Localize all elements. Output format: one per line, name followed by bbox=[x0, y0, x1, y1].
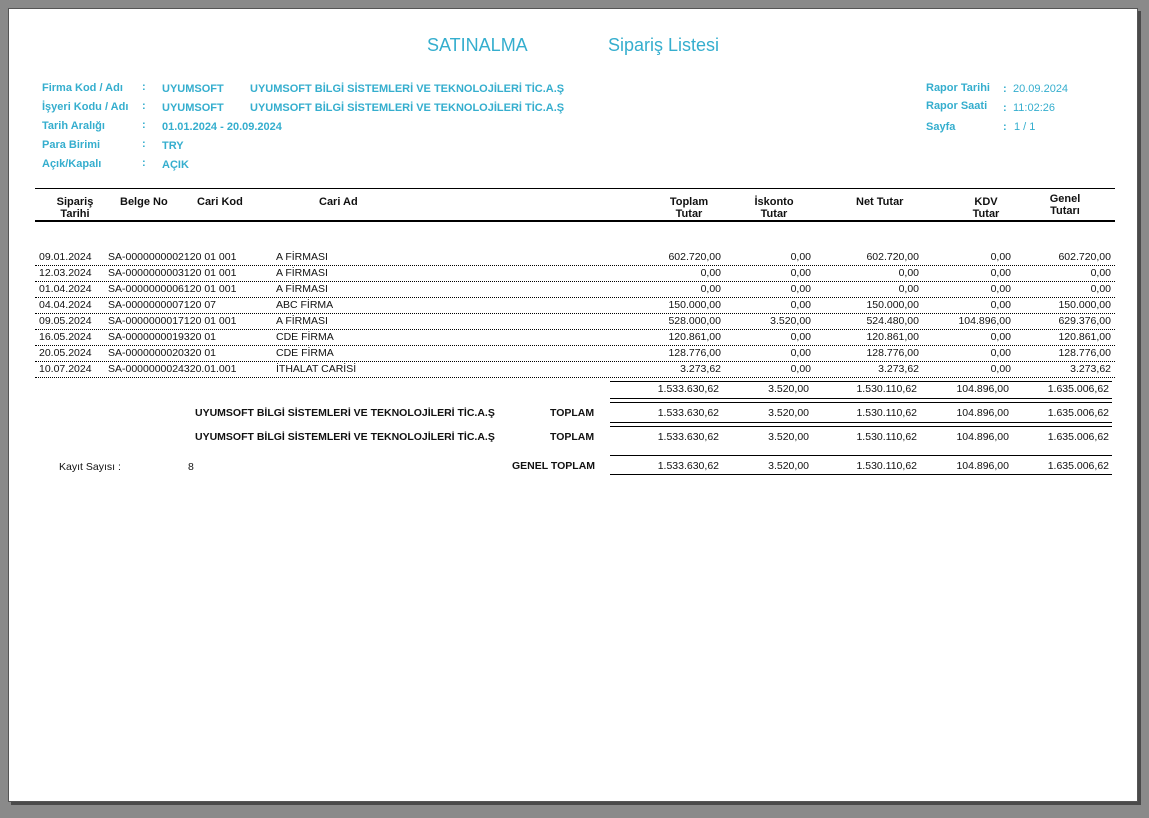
col-toplam-line2: Tutar bbox=[675, 208, 703, 220]
row-toplam: 528.000,00 bbox=[668, 315, 721, 327]
isyeri-code: UYUMSOFT bbox=[162, 102, 224, 114]
row-ad: A FİRMASI bbox=[276, 267, 328, 279]
subtotal-toplam: 1.533.630,62 bbox=[657, 383, 719, 395]
row-genel: 3.273,62 bbox=[1070, 363, 1111, 375]
row-toplam: 128.776,00 bbox=[668, 347, 721, 359]
table-row[interactable] bbox=[35, 281, 1115, 298]
col-genel-line1: Genel bbox=[1049, 193, 1081, 205]
row-belge: SA-0000000017120 01 001 bbox=[108, 315, 237, 327]
row-ad: A FİRMASI bbox=[276, 315, 328, 327]
row-net: 524.480,00 bbox=[866, 315, 919, 327]
row-ad: ABC FİRMA bbox=[276, 299, 334, 311]
header-bottom-rule bbox=[35, 220, 1115, 222]
row-kdv: 0,00 bbox=[990, 347, 1011, 359]
group1-rule-double bbox=[610, 402, 1112, 403]
row-iskonto: 0,00 bbox=[790, 299, 811, 311]
rapor-tarihi-value: 20.09.2024 bbox=[1013, 83, 1069, 95]
row-belge: SA-0000000007120 07 bbox=[108, 299, 217, 311]
group2-rule-double bbox=[610, 426, 1112, 427]
row-belge: SA-0000000020320 01 bbox=[108, 347, 217, 359]
row-iskonto: 0,00 bbox=[790, 251, 811, 263]
subtotal-iskonto: 3.520,00 bbox=[768, 383, 809, 395]
table-row[interactable] bbox=[35, 297, 1115, 314]
row-iskonto: 0,00 bbox=[790, 331, 811, 343]
rapor-saati-value: 11:02:26 bbox=[1013, 102, 1056, 114]
row-iskonto: 0,00 bbox=[790, 347, 811, 359]
row-tarih: 16.05.2024 bbox=[39, 331, 92, 343]
header-top-rule bbox=[35, 188, 1115, 189]
sayfa-label: Sayfa bbox=[926, 121, 956, 133]
group1-label: TOPLAM bbox=[550, 407, 595, 419]
table-row[interactable] bbox=[35, 313, 1115, 330]
genel-genel: 1.635.006,62 bbox=[1047, 460, 1109, 472]
group1-genel: 1.635.006,62 bbox=[1047, 407, 1109, 419]
row-belge: SA-0000000006120 01 001 bbox=[108, 283, 237, 295]
row-tarih: 12.03.2024 bbox=[39, 267, 92, 279]
kayit-sayisi-label: Kayıt Sayısı : bbox=[59, 461, 121, 473]
group1-toplam: 1.533.630,62 bbox=[657, 407, 719, 419]
row-ad: A FİRMASI bbox=[276, 251, 328, 263]
report-module: SATINALMA bbox=[427, 35, 528, 55]
acik-label: Açık/Kapalı bbox=[42, 158, 102, 170]
col-genel-line2: Tutarı bbox=[1050, 205, 1080, 217]
row-net: 128.776,00 bbox=[866, 347, 919, 359]
col-iskonto-line2: Tutar bbox=[760, 208, 788, 220]
group2-toplam: 1.533.630,62 bbox=[657, 431, 719, 443]
subtotal-kdv: 104.896,00 bbox=[956, 383, 1009, 395]
genel-rule-top bbox=[610, 455, 1112, 456]
group2-net: 1.530.110,62 bbox=[856, 431, 917, 443]
genel-net: 1.530.110,62 bbox=[856, 460, 917, 472]
col-kdv-line1: KDV bbox=[974, 196, 998, 208]
row-genel: 120.861,00 bbox=[1058, 331, 1111, 343]
para-colon: : bbox=[142, 138, 146, 150]
row-kdv: 0,00 bbox=[990, 251, 1011, 263]
row-kdv: 0,00 bbox=[990, 331, 1011, 343]
sayfa-colon: : bbox=[1003, 121, 1007, 133]
col-kdv-tutar bbox=[946, 196, 1026, 220]
group1-rule-top bbox=[610, 398, 1112, 399]
row-ad: İTHALAT CARİSİ bbox=[276, 363, 357, 375]
col-siparis-line2: Tarihi bbox=[60, 208, 90, 220]
row-kdv: 0,00 bbox=[990, 267, 1011, 279]
para-value: TRY bbox=[162, 140, 184, 152]
row-genel: 0,00 bbox=[1090, 283, 1111, 295]
table-row[interactable] bbox=[35, 249, 1115, 266]
row-toplam: 0,00 bbox=[700, 283, 721, 295]
col-cari-kod: Cari Kod bbox=[197, 196, 243, 208]
tarih-colon: : bbox=[142, 119, 146, 131]
row-belge: SA-0000000024320.01.001 bbox=[108, 363, 237, 375]
table-row[interactable] bbox=[35, 361, 1115, 378]
row-tarih: 04.04.2024 bbox=[39, 299, 92, 311]
group2-iskonto: 3.520,00 bbox=[768, 431, 809, 443]
acik-value: AÇIK bbox=[162, 159, 189, 171]
genel-kdv: 104.896,00 bbox=[956, 460, 1009, 472]
acik-colon: : bbox=[142, 157, 146, 169]
group2-kdv: 104.896,00 bbox=[956, 431, 1009, 443]
row-net: 120.861,00 bbox=[866, 331, 919, 343]
col-net-tutar: Net Tutar bbox=[856, 196, 904, 208]
tarih-label: Tarih Aralığı bbox=[42, 120, 105, 132]
table-row[interactable] bbox=[35, 345, 1115, 362]
genel-rule-bottom bbox=[610, 474, 1112, 475]
group1-net: 1.530.110,62 bbox=[856, 407, 917, 419]
rapor-tarihi-label: Rapor Tarihi bbox=[926, 82, 990, 94]
col-toplam-tutar bbox=[649, 196, 729, 220]
group2-name: UYUMSOFT BİLGİ SİSTEMLERİ VE TEKNOLOJİLERİ TİC.A.Ş bbox=[195, 431, 495, 443]
group2-rule-top bbox=[610, 422, 1112, 423]
group2-label: TOPLAM bbox=[550, 431, 595, 443]
row-kdv: 0,00 bbox=[990, 283, 1011, 295]
row-toplam: 3.273,62 bbox=[680, 363, 721, 375]
row-genel: 150.000,00 bbox=[1058, 299, 1111, 311]
table-row[interactable] bbox=[35, 265, 1115, 282]
row-net: 0,00 bbox=[898, 267, 919, 279]
genel-toplam-label: GENEL TOPLAM bbox=[512, 460, 596, 472]
row-toplam: 0,00 bbox=[700, 267, 721, 279]
col-toplam-line1: Toplam bbox=[669, 196, 709, 208]
row-ad: CDE FİRMA bbox=[276, 331, 334, 343]
row-genel: 602.720,00 bbox=[1058, 251, 1111, 263]
rapor-saati-label: Rapor Saati bbox=[926, 100, 988, 112]
col-iskonto-tutar bbox=[734, 196, 814, 220]
row-genel: 0,00 bbox=[1090, 267, 1111, 279]
row-iskonto: 0,00 bbox=[790, 363, 811, 375]
isyeri-label: İşyeri Kodu / Adı bbox=[42, 101, 129, 113]
isyeri-name: UYUMSOFT BİLGİ SİSTEMLERİ VE TEKNOLOJİLERİ TİC.A.Ş bbox=[250, 102, 565, 114]
col-cari-ad: Cari Ad bbox=[319, 196, 358, 208]
row-net: 150.000,00 bbox=[866, 299, 919, 311]
row-iskonto: 0,00 bbox=[790, 283, 811, 295]
group1-iskonto: 3.520,00 bbox=[768, 407, 809, 419]
row-toplam: 602.720,00 bbox=[668, 251, 721, 263]
row-tarih: 10.07.2024 bbox=[39, 363, 92, 375]
col-kdv-line2: Tutar bbox=[972, 208, 1000, 220]
row-tarih: 09.01.2024 bbox=[39, 251, 92, 263]
subtotal-net: 1.530.110,62 bbox=[856, 383, 917, 395]
row-genel: 128.776,00 bbox=[1058, 347, 1111, 359]
subtotal-genel: 1.635.006,62 bbox=[1047, 383, 1109, 395]
col-iskonto-line1: İskonto bbox=[754, 196, 794, 208]
row-tarih: 20.05.2024 bbox=[39, 347, 92, 359]
row-belge: SA-0000000003120 01 001 bbox=[108, 267, 237, 279]
col-siparis-tarihi bbox=[37, 196, 113, 220]
firma-colon: : bbox=[142, 81, 146, 93]
col-belge-no: Belge No bbox=[120, 196, 168, 208]
row-kdv: 0,00 bbox=[990, 363, 1011, 375]
rapor-saati-colon: : bbox=[1003, 102, 1007, 114]
firma-code: UYUMSOFT bbox=[162, 83, 224, 95]
row-net: 0,00 bbox=[898, 283, 919, 295]
genel-toplam: 1.533.630,62 bbox=[657, 460, 719, 472]
kayit-sayisi-value: 8 bbox=[188, 461, 194, 473]
row-kdv: 0,00 bbox=[990, 299, 1011, 311]
row-net: 3.273,62 bbox=[878, 363, 919, 375]
row-toplam: 120.861,00 bbox=[668, 331, 721, 343]
row-kdv: 104.896,00 bbox=[958, 315, 1011, 327]
genel-iskonto: 3.520,00 bbox=[768, 460, 809, 472]
group1-kdv: 104.896,00 bbox=[956, 407, 1009, 419]
rapor-tarihi-colon: : bbox=[1003, 83, 1007, 95]
row-iskonto: 0,00 bbox=[790, 267, 811, 279]
subtotal-rule bbox=[610, 381, 1112, 382]
row-iskonto: 3.520,00 bbox=[770, 315, 811, 327]
col-genel-tutari bbox=[1025, 193, 1105, 217]
col-siparis-line1: Sipariş bbox=[56, 196, 94, 208]
isyeri-colon: : bbox=[142, 100, 146, 112]
row-ad: A FİRMASI bbox=[276, 283, 328, 295]
row-belge: SA-0000000019320 01 bbox=[108, 331, 217, 343]
table-row[interactable] bbox=[35, 329, 1115, 346]
para-label: Para Birimi bbox=[42, 139, 101, 151]
group2-genel: 1.635.006,62 bbox=[1047, 431, 1109, 443]
row-net: 602.720,00 bbox=[866, 251, 919, 263]
row-toplam: 150.000,00 bbox=[668, 299, 721, 311]
report-title: Sipariş Listesi bbox=[608, 35, 720, 55]
report-page bbox=[8, 8, 1138, 802]
tarih-value: 01.01.2024 - 20.09.2024 bbox=[162, 121, 282, 133]
sayfa-value: 1 / 1 bbox=[1014, 121, 1036, 133]
row-tarih: 01.04.2024 bbox=[39, 283, 92, 295]
row-belge: SA-0000000002120 01 001 bbox=[108, 251, 237, 263]
row-tarih: 09.05.2024 bbox=[39, 315, 92, 327]
row-genel: 629.376,00 bbox=[1058, 315, 1111, 327]
firma-label: Firma Kod / Adı bbox=[42, 82, 123, 94]
row-ad: CDE FİRMA bbox=[276, 347, 334, 359]
firma-name: UYUMSOFT BİLGİ SİSTEMLERİ VE TEKNOLOJİLERİ TİC.A.Ş bbox=[250, 83, 565, 95]
group1-name: UYUMSOFT BİLGİ SİSTEMLERİ VE TEKNOLOJİLERİ TİC.A.Ş bbox=[195, 407, 495, 419]
